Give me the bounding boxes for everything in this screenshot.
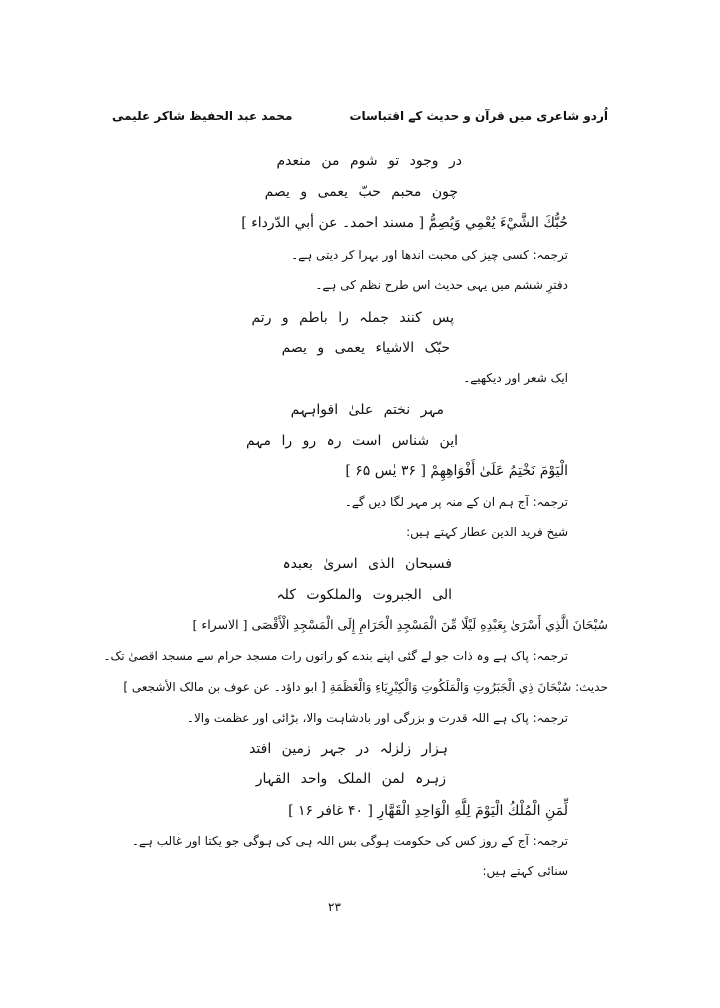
hadith-quote: حُبُّكَ الشَّيْءَ يُعْمِي وَيُصِمُّ [ مسند احمد۔ عن أبي الدّرداء ] — [241, 215, 568, 231]
quran-quote: سُبْحَانَ الَّذِي أَسْرَىٰ بِعَبْدِهِ لَيْلًا مِّنَ الْمَسْجِدِ الْحَرَامِ إِلَى الْمَسْجِدِ الْأَقْصَى [ الاسراء ] — [192, 617, 608, 632]
verse-line: زہرہ لمن الملک واحد القہار — [255, 771, 446, 787]
page-number: ۲۳ — [328, 900, 341, 914]
prose-line: ایک شعر اور دیکھیے۔ — [463, 371, 568, 385]
prose-line: سنائی کہتے ہیں: — [482, 864, 568, 878]
verse-line: در وجود تو شوم من منعدم — [276, 153, 462, 169]
hadith-quote: حدیث: سُبْحَانَ ذِي الْجَبَرُوتِ وَالْمَلَكُوتِ وَالْكِبْرِيَاءِ وَالْعَظَمَةِ [ ابو داؤد۔ عن عوف بن مالک الأشجعی ] — [123, 680, 608, 694]
translation-line: ترجمہ: پاک ہے وہ ذات جو لے گئی اپنے بندے کو راتوں رات مسجد حرام سے مسجد اقصیٰ تک۔ — [103, 649, 568, 663]
verse-line: مہر نختم علیٰ افواہہم — [290, 402, 444, 418]
quran-quote: الْيَوْمَ نَخْتِمُ عَلَىٰ أَفْوَاهِهِمْ [ ۳۶ یٰس ۶۵ ] — [345, 463, 568, 479]
verse-line: الی الجبروت والملکوت کلہ — [276, 587, 452, 603]
verse-line: چون محبم حبّ یعمی و یصم — [264, 184, 458, 200]
verse-line: حبّک الاشیاء یعمی و یصم — [281, 340, 450, 356]
translation-line: ترجمہ: کسی چیز کی محبت اندھا اور بہرا کر دیتی ہے۔ — [291, 248, 568, 262]
running-header-author: محمد عبد الحفیظ شاکر علیمی — [112, 109, 293, 123]
translation-line: ترجمہ: پاک ہے اللہ قدرت و بزرگی اور بادشاہت والا، بڑائی اور عظمت والا۔ — [186, 711, 568, 725]
prose-line: دفترِ ششم میں یہی حدیث اس طرح نظم کی ہے۔ — [315, 278, 568, 292]
translation-line: ترجمہ: آج ہم ان کے منہ پر مہر لگا دیں گے۔ — [344, 495, 568, 509]
prose-line: شیخ فرید الدین عطار کہتے ہیں: — [406, 525, 568, 539]
quran-quote: لِّمَنِ الْمُلْكُ الْيَوْمَ لِلَّهِ الْوَاحِدِ الْقَهَّارِ [ ۴۰ غافر ۱۶ ] — [288, 803, 568, 819]
verse-line: این شناس است رہ رو را مہم — [246, 433, 458, 449]
verse-line: ہزار زلزلہ در جہر زمین افتد — [249, 741, 448, 757]
verse-line: فسبحان الذی اسریٰ بعبدہ — [282, 556, 452, 572]
verse-line: پس کنند جملہ را باطم و رتم — [251, 310, 454, 326]
translation-line: ترجمہ: آج کے روز کس کی حکومت ہوگی بس اللہ ہی کی ہوگی جو یکتا اور غالب ہے۔ — [131, 834, 568, 848]
running-header-title: اُردو شاعری میں قرآن و حدیث کے اقتباسات — [349, 109, 608, 123]
